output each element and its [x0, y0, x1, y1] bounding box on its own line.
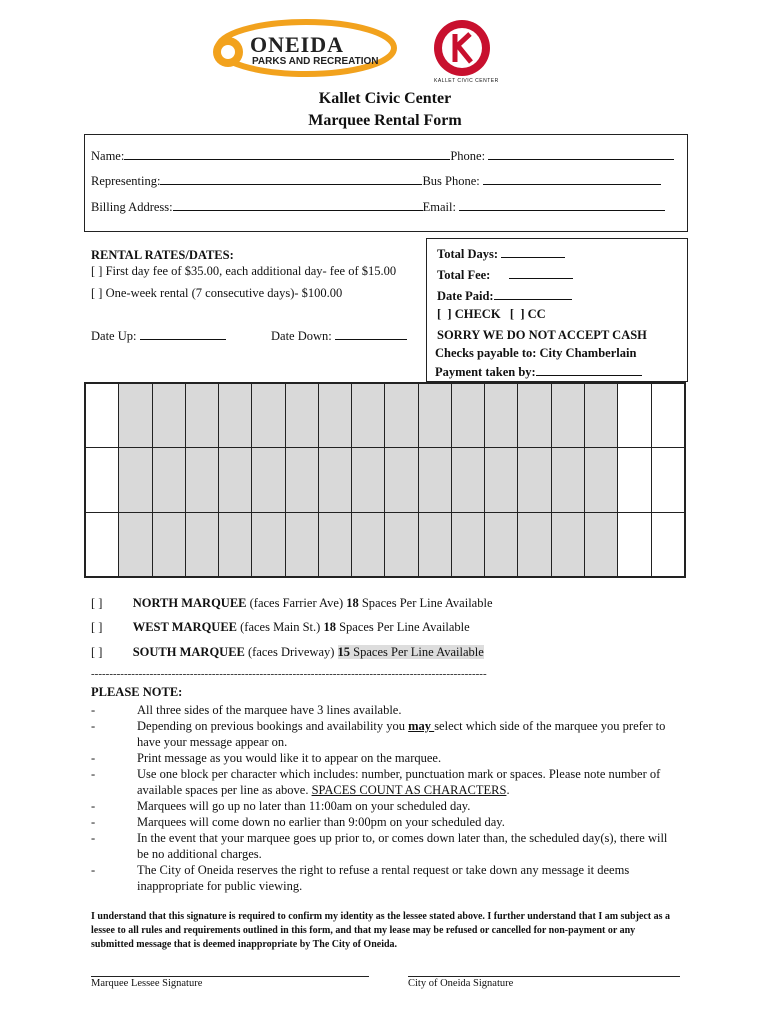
letter-cell[interactable] — [485, 512, 518, 576]
letter-cell[interactable] — [584, 384, 617, 448]
kallet-k-icon — [430, 18, 494, 78]
marquee-option-north[interactable] — [91, 596, 493, 611]
letter-cell[interactable] — [185, 512, 218, 576]
total-days-field[interactable] — [501, 245, 565, 258]
letter-cell[interactable] — [318, 448, 351, 512]
date-up-row — [91, 327, 226, 344]
date-down-field[interactable] — [335, 327, 407, 340]
letter-cell[interactable] — [285, 512, 318, 576]
page-subtitle: Marquee Rental Form — [308, 112, 462, 129]
billing-field[interactable] — [173, 198, 423, 211]
rate-option-daily[interactable]: [ ] First day fee of $35.00, each additional day- fee of $15.00 — [91, 264, 397, 278]
letter-cell[interactable] — [584, 512, 617, 576]
oneida-title: ONEIDA — [250, 32, 345, 57]
representing-field[interactable] — [160, 172, 422, 185]
marquee-option-west[interactable] — [91, 620, 470, 635]
grid-row — [86, 384, 685, 448]
name-label: Name: — [91, 149, 125, 163]
letter-cell[interactable] — [385, 384, 418, 448]
marquee-faces: (faces Driveway) — [244, 645, 338, 659]
letter-cell[interactable] — [551, 448, 584, 512]
marquee-spaces: 18 — [323, 620, 336, 634]
letter-cell[interactable] — [285, 384, 318, 448]
date-up-field[interactable] — [140, 327, 226, 340]
note-item: - Use one block per character which includes: number, punctuation mark or spaces. Please note number of available spaces per line as above. SPACES COUNT AS CHARACTERS. — [91, 767, 661, 797]
letter-cell[interactable] — [219, 384, 252, 448]
grid-row — [86, 448, 685, 512]
date-down-label: Date Down: — [271, 329, 332, 343]
grid-row — [86, 512, 685, 576]
marquee-letter-grid — [84, 382, 686, 578]
payable-notice: Checks payable to: City Chamberlain — [435, 346, 637, 360]
letter-cell[interactable] — [551, 384, 584, 448]
letter-cell[interactable] — [152, 448, 185, 512]
representing-label: Representing: — [91, 174, 161, 188]
name-row — [91, 147, 674, 164]
checkbox[interactable]: [ ] — [91, 645, 103, 659]
lessee-signature-label: Marquee Lessee Signature — [91, 978, 203, 989]
marquee-rest: Spaces Per Line Available — [350, 645, 484, 659]
taken-by-row — [435, 363, 642, 380]
letter-cell[interactable] — [618, 448, 651, 512]
date-down-row — [271, 327, 407, 344]
marquee-name: NORTH MARQUEE — [132, 596, 247, 610]
letter-cell[interactable] — [418, 512, 451, 576]
letter-cell[interactable] — [651, 512, 684, 576]
letter-cell[interactable] — [584, 448, 617, 512]
note-item: - In the event that your marquee goes up prior to, or comes down later than, the scheduled day(s), there will be no additional charges. — [91, 831, 668, 861]
letter-cell[interactable] — [152, 384, 185, 448]
notes-list — [91, 702, 681, 894]
rate-option-weekly[interactable]: [ ] One-week rental (7 consecutive days)- $100.00 — [91, 286, 343, 300]
letter-cell[interactable] — [518, 512, 551, 576]
note-item: - All three sides of the marquee have 3 lines available. — [91, 703, 402, 717]
letter-cell[interactable] — [119, 512, 152, 576]
letter-cell[interactable] — [651, 448, 684, 512]
letter-cell[interactable] — [119, 448, 152, 512]
letter-cell[interactable] — [485, 448, 518, 512]
note-item: - The City of Oneida reserves the right to refuse a rental request or take down any message it deems inappropriate for public viewing. — [91, 863, 630, 893]
lessee-signature-line[interactable] — [91, 976, 369, 977]
marquee-option-south[interactable] — [91, 645, 484, 660]
letter-cell[interactable] — [318, 512, 351, 576]
oneida-logo — [208, 18, 398, 78]
letter-cell[interactable] — [518, 448, 551, 512]
letter-cell[interactable] — [451, 448, 484, 512]
letter-cell[interactable] — [86, 448, 119, 512]
letter-cell[interactable] — [352, 384, 385, 448]
date-paid-row — [437, 287, 572, 304]
total-fee-field[interactable] — [509, 266, 573, 279]
marquee-spaces: 15 — [337, 645, 351, 659]
letter-cell[interactable] — [318, 384, 351, 448]
letter-cell[interactable] — [252, 512, 285, 576]
note-item: - Depending on previous bookings and availability you may select which side of the marquee you prefer to have your message appear on. — [91, 719, 666, 749]
check-cc-options[interactable]: [ ] CHECK [ ] CC — [437, 307, 546, 321]
phone-label: Phone: — [450, 149, 486, 163]
billing-label: Billing Address: — [91, 200, 173, 214]
date-paid-label: Date Paid: — [437, 289, 494, 303]
taken-by-label: Payment taken by: — [435, 365, 536, 379]
total-fee-label: Total Fee: — [437, 268, 491, 282]
letter-cell[interactable] — [618, 384, 651, 448]
checkbox[interactable]: [ ] — [91, 596, 103, 610]
letter-cell[interactable] — [485, 384, 518, 448]
email-label: Email: — [422, 200, 456, 214]
rates-heading: RENTAL RATES/DATES: — [91, 248, 234, 262]
bus-phone-field[interactable] — [483, 172, 661, 185]
letter-cell[interactable] — [385, 448, 418, 512]
representing-row — [91, 172, 661, 189]
letter-cell[interactable] — [451, 384, 484, 448]
letter-cell[interactable] — [451, 512, 484, 576]
name-field[interactable] — [124, 147, 450, 160]
email-field[interactable] — [459, 198, 665, 211]
letter-cell[interactable] — [252, 448, 285, 512]
letter-cell[interactable] — [86, 512, 119, 576]
agreement-text: I understand that this signature is required to confirm my identity as the lessee stated above. I further understand that I am subject as a lessee to all rules and requirements outlined in this form, and that my lease may be refused or cancelled for non-payment or any submitted message that is deemed inappropriate by The City of Oneida. — [91, 911, 670, 950]
marquee-spaces: 18 — [346, 596, 359, 610]
letter-cell[interactable] — [618, 512, 651, 576]
letter-cell[interactable] — [551, 512, 584, 576]
total-days-row — [437, 245, 565, 262]
no-cash-notice: SORRY WE DO NOT ACCEPT CASH — [437, 328, 647, 342]
phone-field[interactable] — [488, 147, 674, 160]
marquee-faces: (faces Main St.) — [237, 620, 324, 634]
letter-cell[interactable] — [219, 448, 252, 512]
marquee-rest: Spaces Per Line Available — [358, 596, 493, 610]
bus-phone-label: Bus Phone: — [422, 174, 480, 188]
letter-cell[interactable] — [385, 512, 418, 576]
marquee-name: WEST MARQUEE — [132, 620, 238, 634]
marquee-rest: Spaces Per Line Available — [335, 620, 470, 634]
letter-cell[interactable] — [418, 448, 451, 512]
note-item: - Marquees will go up no later than 11:00am on your scheduled day. — [91, 799, 471, 813]
letter-cell[interactable] — [152, 512, 185, 576]
marquee-name: SOUTH MARQUEE — [132, 645, 245, 659]
total-fee-row — [437, 266, 573, 283]
note-item: - Marquees will come down no earlier than 9:00pm on your scheduled day. — [91, 815, 505, 829]
letter-cell[interactable] — [651, 384, 684, 448]
letter-cell[interactable] — [352, 448, 385, 512]
oneida-subtitle: PARKS AND RECREATION — [252, 56, 379, 67]
letter-cell[interactable] — [219, 512, 252, 576]
taken-by-field[interactable] — [536, 363, 642, 376]
city-signature-line[interactable] — [408, 976, 680, 977]
letter-cell[interactable] — [185, 384, 218, 448]
kallet-logo — [430, 18, 498, 84]
letter-cell[interactable] — [352, 512, 385, 576]
total-days-label: Total Days: — [437, 247, 499, 261]
date-paid-field[interactable] — [494, 287, 572, 300]
letter-cell[interactable] — [285, 448, 318, 512]
note-item: - Print message as you would like it to appear on the marquee. — [91, 751, 442, 765]
billing-row — [91, 198, 665, 215]
letter-cell[interactable] — [185, 448, 218, 512]
letter-cell[interactable] — [119, 384, 152, 448]
letter-cell[interactable] — [86, 384, 119, 448]
kallet-subtitle: KALLET CIVIC CENTER — [434, 78, 499, 84]
letter-cell[interactable] — [418, 384, 451, 448]
checkbox[interactable]: [ ] — [91, 620, 103, 634]
notes-heading: PLEASE NOTE: — [91, 685, 183, 699]
marquee-faces: (faces Farrier Ave) — [246, 596, 347, 610]
letter-cell[interactable] — [252, 384, 285, 448]
divider: ------------------------------------------------------------------------------------------------------------ — [91, 668, 487, 680]
date-up-label: Date Up: — [91, 329, 137, 343]
city-signature-label: City of Oneida Signature — [408, 978, 514, 989]
letter-cell[interactable] — [518, 384, 551, 448]
page-title: Kallet Civic Center — [318, 90, 452, 107]
